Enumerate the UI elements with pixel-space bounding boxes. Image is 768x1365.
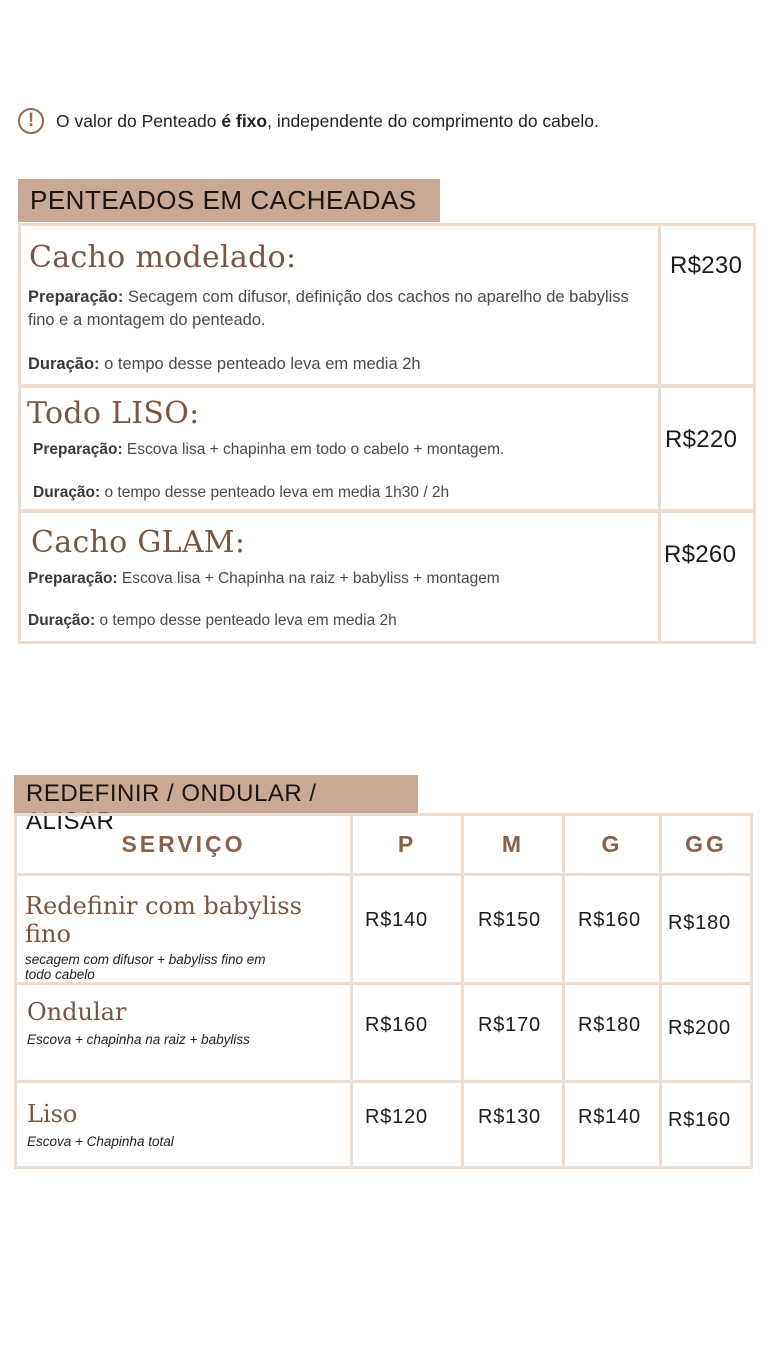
price-cell-gg: R$180 [661,875,752,984]
service-name: Redefinir com babyliss fino [25,892,302,948]
price-cell-m: R$170 [463,984,564,1082]
service-title: Todo LISO: [27,396,200,431]
price-cell-m: R$130 [463,1082,564,1168]
duration-label: Duração: [28,355,100,373]
price-cell-p: R$160 [352,984,463,1082]
duration-text: o tempo desse penteado leva em media 2h [95,612,397,629]
preparation-text: Escova lisa + chapinha em todo o cabelo + montagem. [122,441,505,458]
price-table [14,813,753,1169]
table-header-row [16,815,752,875]
price-cell-p: R$140 [352,875,463,984]
duration-text: o tempo desse penteado leva em media 1h30 / 2h [100,484,450,501]
service-cell [16,984,352,1082]
notice-text [56,111,599,132]
price-cell-g: R$160 [564,875,661,984]
service-price: R$260 [664,541,737,568]
service-card-cacho-glam [18,510,756,644]
price-cell-g: R$180 [564,984,661,1082]
table-row [16,875,752,984]
section-title-redefinir: REDEFINIR / ONDULAR / ALISAR [14,775,418,815]
table-row [16,984,752,1082]
service-description: Escova + chapinha na raiz + babyliss [27,1032,250,1047]
notice-text-bold: é fixo [221,110,268,131]
fixed-price-notice [18,108,599,134]
service-preparation [33,438,504,461]
service-title: Cacho GLAM: [31,525,246,560]
service-description: secagem com difusor + babyliss fino em todo cabelo [25,952,266,982]
card-divider [658,513,661,641]
price-cell-gg: R$200 [661,984,752,1082]
duration-label: Duração: [33,484,101,501]
service-card-cacho-modelado [18,223,756,387]
duration-label: Duração: [28,612,96,629]
service-preparation [28,286,638,332]
preparation-text: Secagem com difusor, definição dos cachos no aparelho de babyliss fino e a montagem do penteado. [28,288,629,329]
service-title: Cacho modelado: [29,240,297,275]
card-divider [658,388,661,509]
section-title-penteados: PENTEADOS EM CACHEADAS [18,179,440,222]
column-header-service: SERVIÇO [16,815,352,875]
service-price: R$220 [665,426,738,453]
service-duration [33,481,449,504]
preparation-label: Preparação: [28,288,124,306]
price-cell-g: R$140 [564,1082,661,1168]
service-card-todo-liso [18,385,756,512]
service-duration [28,353,421,376]
service-duration [28,609,397,632]
table-row [16,1082,752,1168]
preparation-label: Preparação: [33,441,123,458]
column-header-gg: GG [661,815,752,875]
notice-text-before: O valor do Penteado [56,110,222,131]
notice-text-after: , independente do comprimento do cabelo. [267,110,599,131]
column-header-g: G [564,815,661,875]
column-header-p: P [352,815,463,875]
service-cell [16,875,352,984]
service-name: Liso [27,1100,78,1128]
price-cell-gg: R$160 [661,1082,752,1168]
service-price: R$230 [670,252,743,279]
price-cell-p: R$120 [352,1082,463,1168]
card-divider [658,226,661,384]
preparation-text: Escova lisa + Chapinha na raiz + babyliss + montagem [117,570,500,587]
duration-text: o tempo desse penteado leva em media 2h [99,355,421,373]
column-header-m: M [463,815,564,875]
exclamation-circle-icon: ! [18,108,44,134]
service-description: Escova + Chapinha total [27,1134,174,1149]
service-cell [16,1082,352,1168]
service-name: Ondular [27,998,127,1026]
price-cell-m: R$150 [463,875,564,984]
preparation-label: Preparação: [28,570,118,587]
service-preparation [28,567,500,590]
